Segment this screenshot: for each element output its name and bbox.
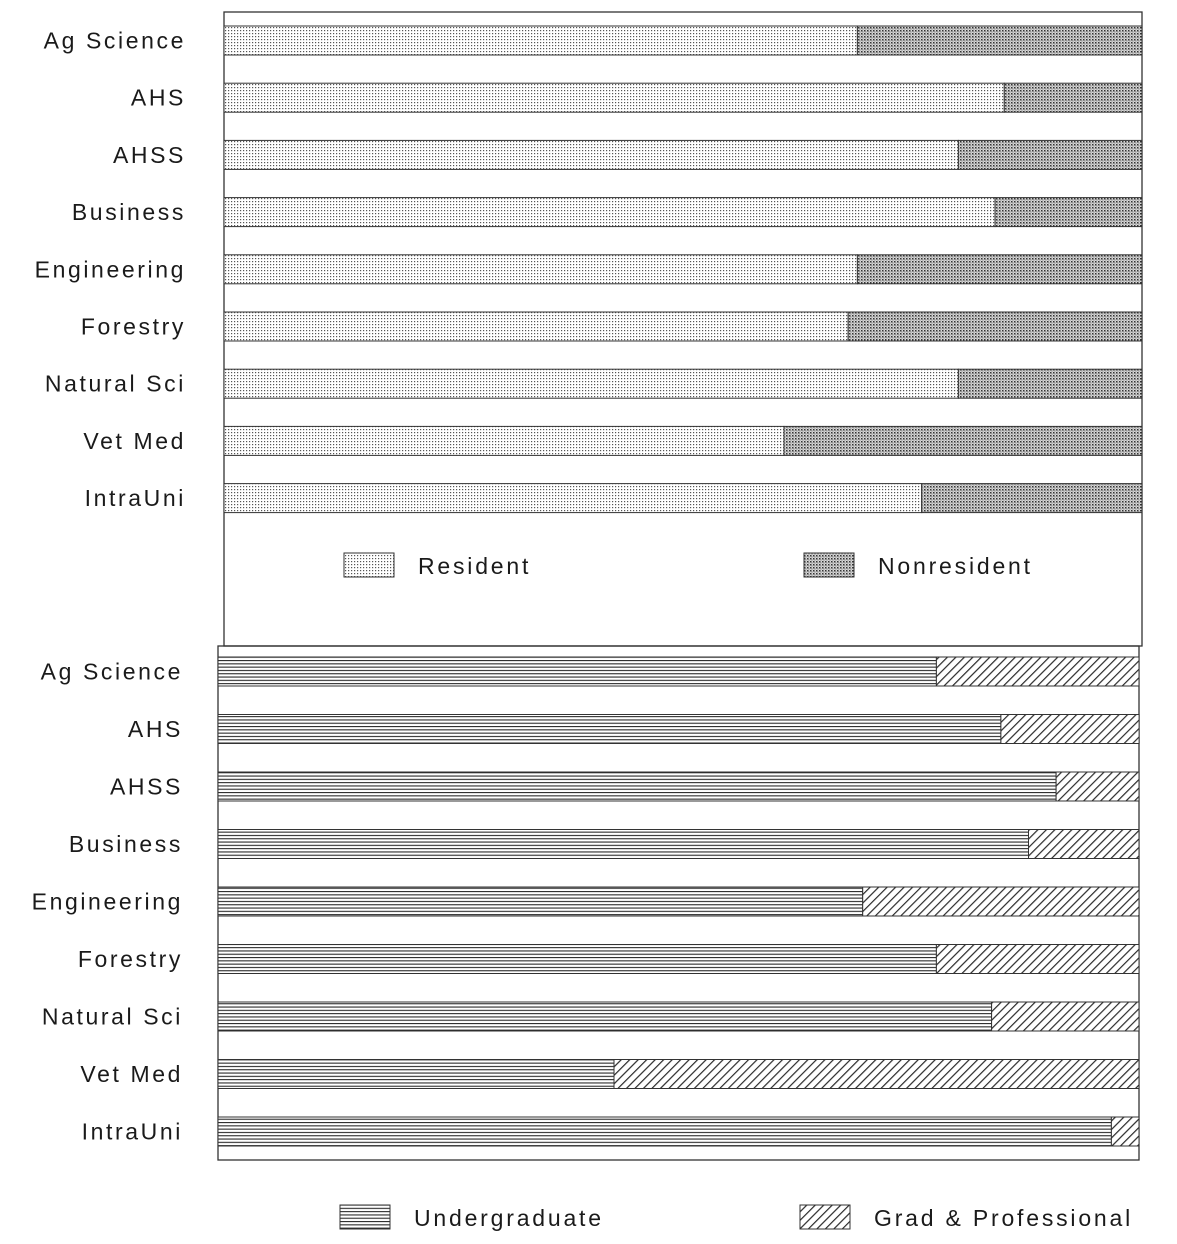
bottom-category-label-vet-med: Vet Med	[80, 1061, 183, 1087]
top-category-label-natural-sci: Natural Sci	[44, 370, 186, 397]
bottom-category-label-intrauni: IntraUni	[81, 1118, 183, 1145]
bottom-bar-ag-science-undergraduate	[218, 657, 936, 686]
top-bar-engineering-nonresident	[857, 255, 1142, 284]
top-bar-business-nonresident	[995, 198, 1142, 227]
bottom-bar-business-grad-and-professional	[1029, 830, 1140, 859]
top-bar-vet-med-resident	[224, 426, 784, 455]
bottom-bar-forestry-grad-and-professional	[936, 945, 1139, 974]
top-bar-vet-med-nonresident	[784, 426, 1142, 455]
bottom-category-label-ahss: AHSS	[109, 773, 183, 800]
top-bar-forestry-resident	[224, 312, 848, 341]
bottom-bar-intrauni-grad-and-professional	[1111, 1117, 1139, 1146]
bottom-category-label-business: Business	[68, 831, 183, 857]
bottom-bar-ahs-grad-and-professional	[1001, 715, 1139, 744]
top-category-label-engineering: Engineering	[34, 256, 186, 283]
bottom-legend-swatch-undergraduate	[340, 1205, 390, 1229]
top-category-label-ahs: AHS	[130, 84, 186, 111]
top-bar-ahss-resident	[224, 140, 958, 169]
top-bar-ag-science-nonresident	[857, 26, 1142, 55]
top-category-label-forestry: Forestry	[80, 313, 186, 340]
top-bar-ahs-nonresident	[1004, 83, 1142, 112]
top-legend-swatch-nonresident	[804, 553, 854, 577]
bottom-category-label-natural-sci: Natural Sci	[41, 1003, 183, 1030]
bottom-bar-natural-sci-undergraduate	[218, 1002, 992, 1031]
bottom-category-label-ahs: AHS	[127, 716, 183, 742]
bottom-bar-vet-med-grad-and-professional	[614, 1060, 1139, 1089]
bottom-bar-vet-med-undergraduate	[218, 1060, 614, 1089]
bottom-category-label-forestry: Forestry	[77, 946, 183, 972]
top-bar-intrauni-resident	[224, 484, 922, 513]
top-bar-natural-sci-nonresident	[958, 369, 1142, 398]
top-category-label-business: Business	[71, 199, 186, 226]
bottom-bar-ahs-undergraduate	[218, 715, 1001, 744]
top-legend-swatch-resident	[344, 553, 394, 577]
bottom-bar-engineering-grad-and-professional	[863, 887, 1139, 916]
bottom-bar-ahss-undergraduate	[218, 772, 1056, 801]
top-bar-ahss-nonresident	[958, 140, 1142, 169]
top-bar-natural-sci-resident	[224, 369, 958, 398]
category-labels-layer	[32, 28, 186, 1145]
top-bar-business-resident	[224, 198, 995, 227]
bottom-bar-ahss-grad-and-professional	[1056, 772, 1139, 801]
bottom-category-label-ag-science: Ag Science	[40, 658, 183, 685]
bottom-bar-natural-sci-grad-and-professional	[992, 1002, 1139, 1031]
bottom-bar-intrauni-undergraduate	[218, 1117, 1111, 1146]
top-bar-forestry-nonresident	[848, 312, 1142, 341]
bottom-bar-engineering-undergraduate	[218, 887, 863, 916]
bars-layer	[218, 26, 1142, 1146]
bottom-bar-forestry-undergraduate	[218, 945, 936, 974]
bottom-legend-label-undergraduate: Undergraduate	[414, 1205, 604, 1231]
bottom-bar-ag-science-grad-and-professional	[936, 657, 1139, 686]
top-bar-intrauni-nonresident	[922, 484, 1142, 513]
top-category-label-ag-science: Ag Science	[43, 27, 186, 54]
top-bar-engineering-resident	[224, 255, 857, 284]
top-category-label-vet-med: Vet Med	[83, 427, 186, 454]
bottom-category-label-engineering: Engineering	[31, 888, 183, 915]
top-legend-label-nonresident: Nonresident	[878, 553, 1033, 579]
top-category-label-ahss: AHSS	[112, 141, 186, 168]
top-category-label-intrauni: IntraUni	[84, 485, 186, 512]
top-bar-ahs-resident	[224, 83, 1004, 112]
top-bar-ag-science-resident	[224, 26, 857, 55]
top-legend-label-resident: Resident	[418, 553, 532, 579]
bottom-bar-business-undergraduate	[218, 830, 1029, 859]
bottom-legend-swatch-grad-and-professional	[800, 1205, 850, 1229]
bottom-legend-label-grad-and-professional: Grad & Professional	[874, 1205, 1134, 1231]
